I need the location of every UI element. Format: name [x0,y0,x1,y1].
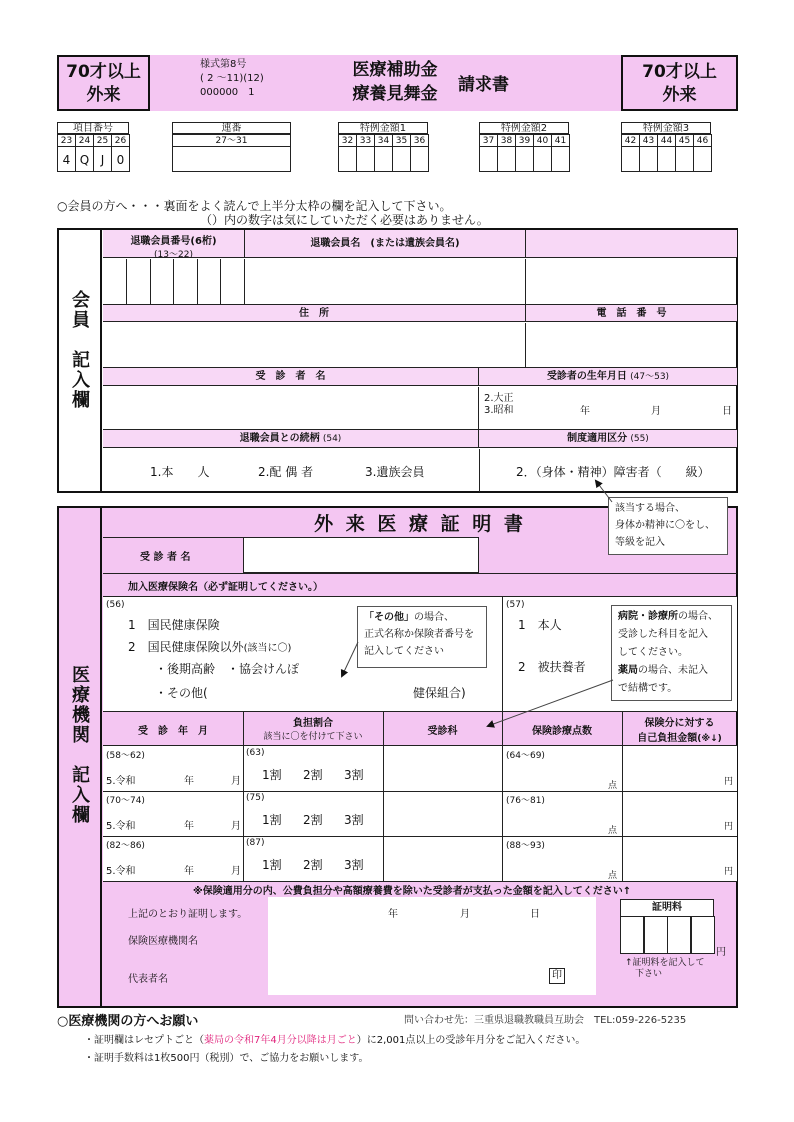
ratio-3[interactable]: 3割 [344,813,364,827]
col-visit-month: 受 診 年 月 [138,726,208,737]
yen-unit: 円 [724,867,734,877]
special2-col-41: 41 [551,134,570,147]
callout-disability-line2: 身体か精神に〇をし、 [615,520,715,531]
visit-month-code: (82～86) [106,841,145,851]
note1-prefix: ・証明欄はレセプトごと（ [84,1035,204,1046]
note1-highlight: 薬局の令和7年4月分以降は月ごと [204,1035,357,1046]
badge-left-line2: 外来 [86,85,121,105]
system-range: (55) [630,434,649,444]
member-no-range: (13～22) [154,250,193,260]
member-side-label: 会員 記入欄 [69,290,90,410]
relation-survivor[interactable]: 3.遺族会員 [365,465,425,479]
birth-range: (47～53) [630,372,670,382]
special3-col-44: 44 [657,134,676,147]
badge-left-line1: 70才以上 [66,62,141,82]
insurance-national[interactable]: 1 国民健康保険 [128,618,220,632]
ratio-3[interactable]: 3割 [344,768,364,782]
contact-info: 問い合わせ先：三重県退職教職員互助会 TEL:059-226-5235 [404,1015,687,1026]
arrow-other [342,642,358,676]
fee-note-line1: ↑証明料を記入して [625,958,705,968]
relation-range: (54) [322,434,342,444]
points-code: (76～81) [506,796,545,806]
notice-line1: ○会員の方へ・・・裏面をよく読んで上半分太枠の欄を記入して下さい。 [57,199,452,213]
special1-col-34: 34 [374,134,393,147]
visit-month-label: 月 [231,776,241,787]
yen-unit: 円 [724,777,734,787]
insurance-code: (56) [106,600,125,610]
cert-title: 外 来 医 療 証 明 書 [314,513,526,535]
ratio-1[interactable]: 1割 [262,813,282,827]
callout-clinic-line5: で結構です。 [618,683,678,694]
item_no-cell[interactable]: 0 [111,146,130,172]
item_no-col-24: 24 [75,134,94,147]
note1-suffix: ）に2,001点以上の受診年月分をご記入ください。 [356,1035,586,1046]
birth-label: 受診者の生年月日 [546,371,627,382]
ratio-1[interactable]: 1割 [262,768,282,782]
points-unit: 点 [608,826,618,836]
arrow-clinic [488,680,613,726]
relation-spouse[interactable]: 2.配 偶 者 [258,465,314,479]
col-ratio-note: 該当に〇を付けて下さい [263,732,363,742]
visit-month-code: (58～62) [106,751,145,761]
badge-right-line2: 外来 [662,85,697,105]
certify-month: 月 [460,909,470,920]
ratio-2[interactable]: 2割 [303,768,323,782]
item_no-cell[interactable]: J [93,146,112,172]
visit-era: 5.令和 [106,821,136,832]
points-code: (88～93) [506,841,545,851]
self-payment-footnote: ※保険適用分の内、公費負担分や高額療養費を除いた受診者が支払った金額を記入してください↑ [193,886,632,897]
certify-day: 日 [530,909,540,920]
ratio-1[interactable]: 1割 [262,858,282,872]
relation-label: 退職会員との続柄 [239,433,320,444]
seal-mark: 印 [549,968,565,984]
serial-label: 連番 [172,122,291,134]
ratio-2[interactable]: 2割 [303,813,323,827]
special3-label: 特例金額3 [621,122,711,134]
form-number: 様式第8号 [200,59,247,70]
visit-month-code: (70～74) [106,796,145,806]
special1-col-32: 32 [338,134,357,147]
callout-pharmacy-title: 薬局 [618,665,638,676]
visit-year-label: 年 [184,776,194,787]
visit-month-label: 月 [231,866,241,877]
col-self-line1: 保険分に対する [644,718,715,729]
fee-note-line2: 下さい [635,969,663,979]
item_no-cell[interactable]: 4 [57,146,76,172]
ratio-code: (87) [246,838,265,848]
callout-pharmacy-rest: の場合、未記入 [638,665,708,676]
representative-label: 代表者名 [128,974,168,985]
birth-year-label: 年 [580,406,590,417]
birth-month-label: 月 [651,406,661,417]
fee-unit: 円 [716,947,726,958]
special1-col-35: 35 [392,134,411,147]
visit-month-label: 月 [231,821,241,832]
request-title: ○医療機関の方へお願い [57,1014,199,1029]
item_no-col-23: 23 [57,134,76,147]
callout-clinic-rest: の場合、 [678,611,718,622]
item_no-label: 項目番号 [57,122,129,134]
member-no-label: 退職会員番号(6桁) [130,236,217,247]
callout-disability-line3: 等級を記入 [615,537,665,548]
insurance-sub-options[interactable]: ・後期高齢 ・協会けんぽ [155,662,300,676]
request-note2: ・証明手数料は1枚500円（税別）で、ご協力をお願いします。 [84,1053,369,1064]
col-insurance-points: 保険診療点数 [532,726,592,737]
title-suffix: 請求書 [458,75,509,95]
insurance-other-name[interactable]: ・その他( [155,686,208,700]
request-note1 [84,1031,585,1046]
special2-col-38: 38 [497,134,516,147]
callout-clinic-line2: 受診した科目を記入 [618,629,708,640]
points-code: (64～69) [506,751,545,761]
visit-year-label: 年 [184,821,194,832]
special3-col-45: 45 [675,134,694,147]
era-taisho: 2.大正 [484,393,514,404]
birth-day-label: 日 [722,406,732,417]
col-ratio-label: 負担割合 [293,718,333,729]
ratio-3[interactable]: 3割 [344,858,364,872]
points-unit: 点 [608,781,618,791]
callout-disability-line1: 該当する場合、 [615,503,685,514]
item_no-col-25: 25 [93,134,112,147]
form-revision: ( 2 ～11)(12) [200,73,264,84]
callout-other-rest: の場合、 [414,612,454,623]
insurance-other-note: (該当に〇) [243,643,292,654]
special2-col-39: 39 [515,134,534,147]
arrow-disability [596,481,612,502]
special3-col-42: 42 [621,134,640,147]
serial-cols: 27～31 [172,134,291,147]
ratio-2[interactable]: 2割 [303,858,323,872]
points-unit: 点 [608,871,618,881]
visit-year-label: 年 [184,866,194,877]
cert-patient-label: 受 診 者 名 [140,552,191,563]
callout-clinic-title: 病院・診療所 [618,611,678,622]
special3-col-46: 46 [693,134,712,147]
title-line2: 療養見舞金 [352,84,438,104]
special2-col-40: 40 [533,134,552,147]
callout-other-title: 「その他」 [364,612,414,623]
special1-label: 特例金額1 [338,122,428,134]
visit-era: 5.令和 [106,866,136,877]
ratio-code: (63) [246,748,265,758]
yen-unit: 円 [724,822,734,832]
system-disability[interactable]: 2．（身体・精神）障害者（ 級） [516,465,710,479]
visit-era: 5.令和 [106,776,136,787]
callout-clinic-line3: してください。 [618,647,688,658]
phone-label: 電 話 番 号 [596,308,667,319]
patient-label: 受 診 者 名 [255,371,326,382]
col-self-line2: 自己負担金額 [637,733,698,744]
insurance-union-suffix: 健保組合) [413,686,466,700]
insured-self[interactable]: 1 本人 [518,618,562,632]
certify-year: 年 [388,909,398,920]
special1-col-36: 36 [410,134,429,147]
callout-other-line3: 記入してください [364,646,444,657]
system-label: 制度適用区分 [567,433,628,444]
medical-side-label: 医療機関 記入欄 [69,665,90,825]
insurance-label: 加入医療保険名（必ず証明してください。） [128,582,323,593]
item_no-cell[interactable]: Q [75,146,94,172]
special2-label: 特例金額2 [479,122,569,134]
relation-self[interactable]: 1.本 人 [150,465,210,479]
era-showa: 3.昭和 [484,405,514,416]
title-line1: 医療補助金 [352,60,438,80]
col-self-note: (※↓) [697,734,722,744]
badge-right-line1: 70才以上 [642,62,717,82]
insured-dependent[interactable]: 2 被扶養者 [518,660,586,674]
insured-code: (57) [506,600,525,610]
fee-label: 証明料 [620,899,714,917]
insurance-other-label: 2 国民健康保険以外 [128,640,244,654]
ratio-code: (75) [246,793,265,803]
certify-text: 上記のとおり証明します。 [128,909,248,920]
special2-col-37: 37 [479,134,498,147]
col-department: 受診科 [427,726,458,737]
item_no-col-26: 26 [111,134,130,147]
member-name-label: 退職会員名 (または遺族会員名) [310,238,460,249]
callout-other-line2: 正式名称か保険者番号を [364,629,474,640]
notice-line2: （）内の数字は気にしていただく必要はありません。 [200,213,489,227]
institution-name-label: 保険医療機関名 [128,936,198,947]
special3-col-43: 43 [639,134,658,147]
special1-col-33: 33 [356,134,375,147]
form-code: 000000 1 [200,87,255,98]
address-label: 住 所 [299,308,329,319]
